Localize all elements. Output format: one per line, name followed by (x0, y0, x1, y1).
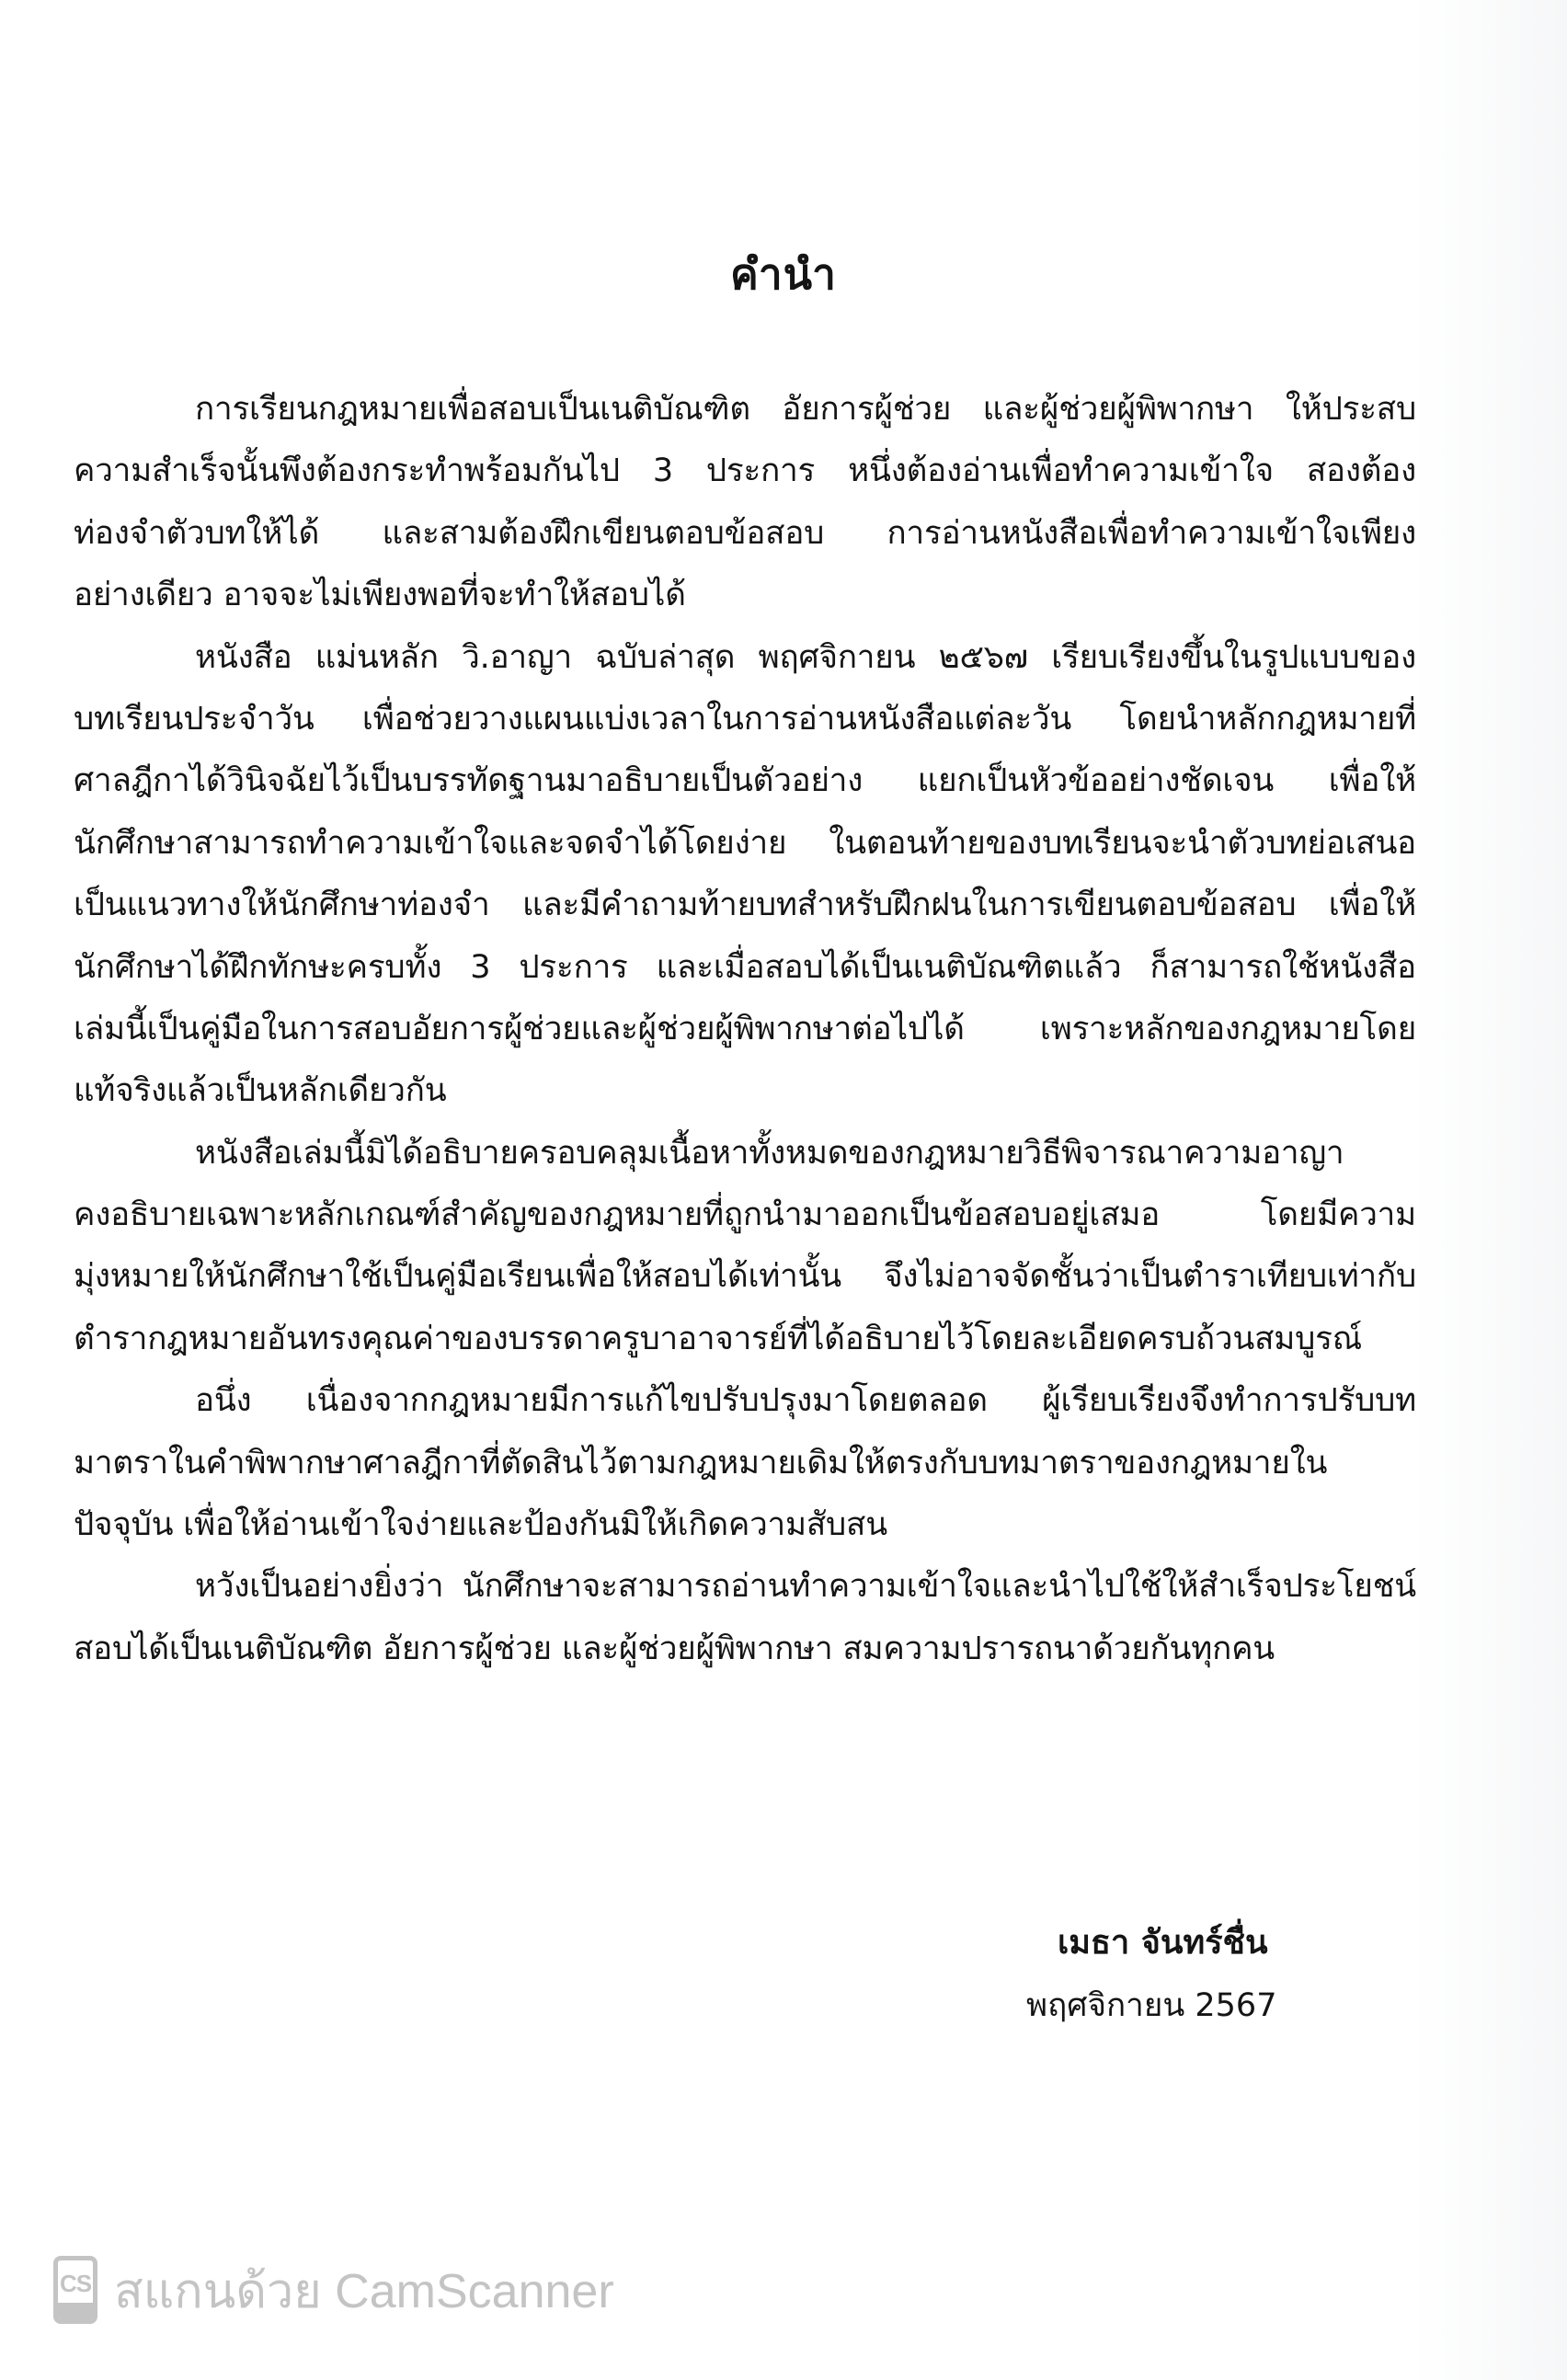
signature-date: พฤศจิกายน 2567 (1026, 1987, 1277, 2024)
paragraph-2-line-8: แท้จริงแล้วเป็นหลักเดียวกัน (74, 1072, 447, 1110)
foreword-body (74, 379, 1416, 1680)
paragraph-1-line-1: การเรียนกฎหมายเพื่อสอบเป็นเนติบัณฑิต อัยการผู้ช่วย และผู้ช่วยผู้พิพากษา ให้ประสบ (195, 391, 1416, 428)
author-name: เมธา จันทร์ชื่น (1058, 1924, 1268, 1962)
paragraph-2-line-7: เล่มนี้เป็นคู่มือในการสอบอัยการผู้ช่วยและผู้ช่วยผู้พิพากษาต่อไปได้ เพราะหลักของกฎหมายโดย (74, 1010, 1416, 1047)
paragraph-2-line-6: นักศึกษาได้ฝึกทักษะครบทั้ง 3 ประการ และเมื่อสอบได้เป็นเนติบัณฑิตแล้ว ก็สามารถใช้หนังสือ (74, 948, 1416, 986)
watermark-text: สแกนด้วย CamScanner (114, 2264, 614, 2318)
paragraph-2-line-5: เป็นแนวทางให้นักศึกษาท่องจำ และมีคำถามท้ายบทสำหรับฝึกฝนในการเขียนตอบข้อสอบ เพื่อให้ (74, 887, 1416, 924)
paragraph-4-line-1: อนึ่ง เนื่องจากกฎหมายมีการแก้ไขปรับปรุงมาโดยตลอด ผู้เรียบเรียงจึงทำการปรับบท (195, 1382, 1416, 1420)
paragraph-2-line-2: บทเรียนประจำวัน เพื่อช่วยวางแผนแบ่งเวลาในการอ่านหนังสือแต่ละวัน โดยนำหลักกฎหมายที่ (74, 700, 1416, 738)
paragraph-3-line-1: หนังสือเล่มนี้มิได้อธิบายครอบคลุมเนื้อหาทั้งหมดของกฎหมายวิธีพิจารณาความอาญา (195, 1134, 1344, 1172)
camscanner-logo-icon (53, 2256, 97, 2324)
page-title: คำนำ (730, 249, 837, 299)
paragraph-3-line-4: ตำรากฎหมายอันทรงคุณค่าของบรรดาครูบาอาจารย์ที่ได้อธิบายไว้โดยละเอียดครบถ้วนสมบูรณ์ (74, 1320, 1362, 1357)
paragraph-4-line-3: ปัจจุบัน เพื่อให้อ่านเข้าใจง่ายและป้องกันมิให้เกิดความสับสน (74, 1506, 887, 1544)
paragraph-3-line-3: มุ่งหมายให้นักศึกษาใช้เป็นคู่มือเรียนเพื่อให้สอบได้เท่านั้น จึงไม่อาจจัดชั้นว่าเป็นตำราเทียบเท่ากับ (74, 1258, 1416, 1296)
paragraph-2-line-1: หนังสือ แม่นหลัก วิ.อาญา ฉบับล่าสุด พฤศจิกายน ๒๕๖๗ เรียบเรียงขึ้นในรูปแบบของ (195, 638, 1416, 676)
paragraph-2-line-4: นักศึกษาสามารถทำความเข้าใจและจดจำได้โดยง่าย ในตอนท้ายของบทเรียนจะนำตัวบทย่อเสนอ (74, 824, 1416, 862)
paragraph-1-line-3: ท่องจำตัวบทให้ได้ และสามต้องฝึกเขียนตอบข้อสอบ การอ่านหนังสือเพื่อทำความเข้าใจเพียง (74, 514, 1416, 552)
paragraph-5-line-2: สอบได้เป็นเนติบัณฑิต อัยการผู้ช่วย และผู้ช่วยผู้พิพากษา สมความปรารถนาด้วยกันทุกคน (74, 1630, 1275, 1667)
paragraph-2-line-3: ศาลฎีกาได้วินิจฉัยไว้เป็นบรรทัดฐานมาอธิบายเป็นตัวอย่าง แยกเป็นหัวข้ออย่างชัดเจน เพื่อให้ (74, 762, 1416, 800)
camscanner-watermark (53, 2253, 614, 2327)
signature-block (1021, 1911, 1370, 2036)
paragraph-1-line-2: ความสำเร็จนั้นพึงต้องกระทำพร้อมกันไป 3 ประการ หนึ่งต้องอ่านเพื่อทำความเข้าใจ สองต้อง (74, 452, 1416, 490)
logo-band (58, 2303, 93, 2319)
paragraph-5-line-1: หวังเป็นอย่างยิ่งว่า นักศึกษาจะสามารถอ่านทำความเข้าใจและนำไปใช้ให้สำเร็จประโยชน์ (195, 1568, 1416, 1606)
paragraph-3-line-2: คงอธิบายเฉพาะหลักเกณฑ์สำคัญของกฎหมายที่ถูกนำมาออกเป็นข้อสอบอยู่เสมอ โดยมีความ (74, 1196, 1416, 1234)
camscanner-logo-text: CS (59, 2270, 92, 2297)
paragraph-1-line-4: อย่างเดียว อาจจะไม่เพียงพอที่จะทำให้สอบได้ (74, 577, 686, 614)
paragraph-4-line-2: มาตราในคำพิพากษาศาลฎีกาที่ตัดสินไว้ตามกฎหมายเดิมให้ตรงกับบทมาตราของกฎหมายใน (74, 1444, 1328, 1482)
